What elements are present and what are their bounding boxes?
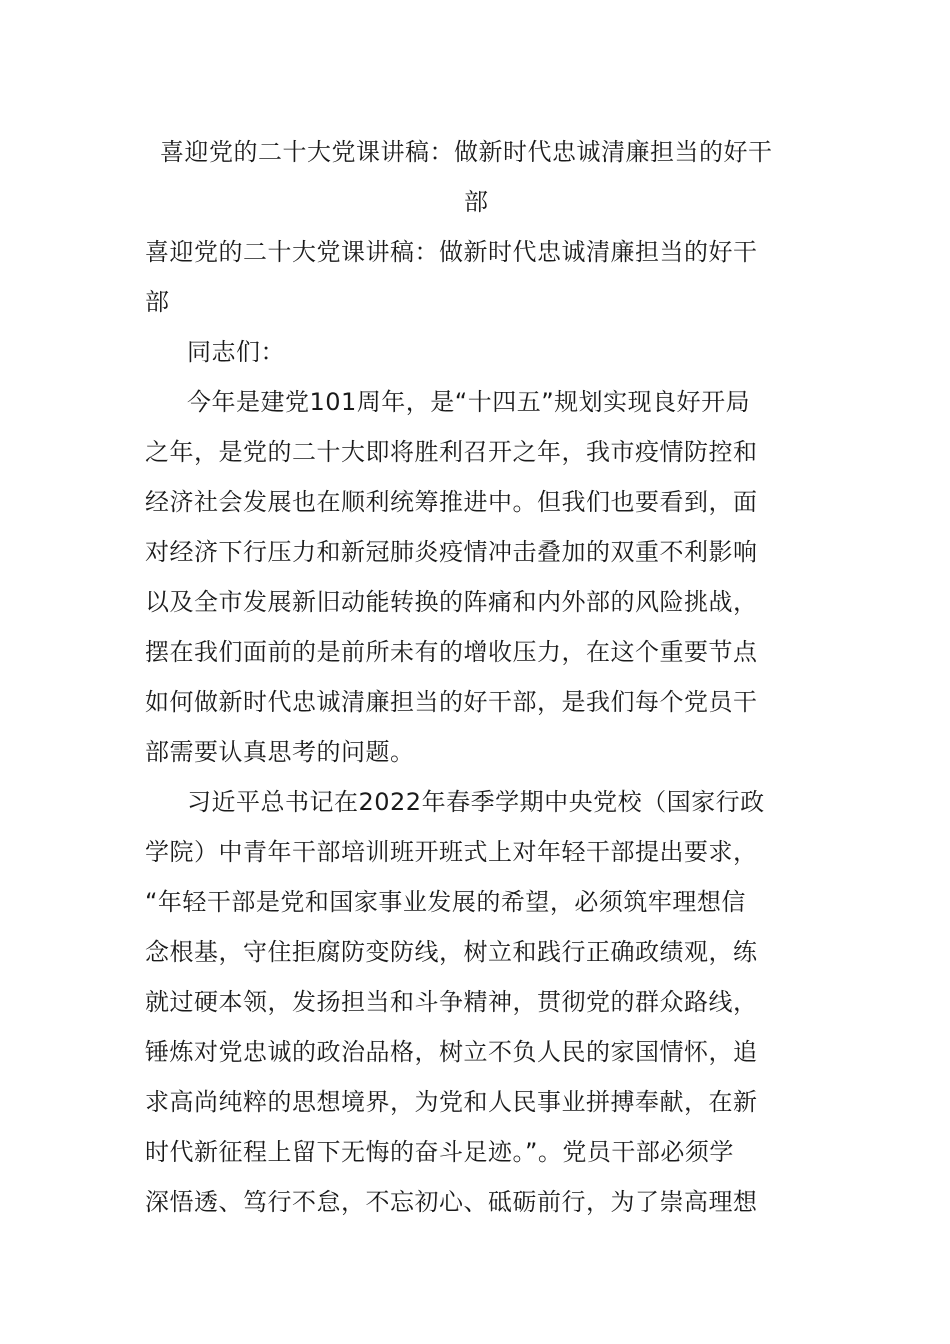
paragraph1-line-1: 今年是建党101周年，是“十四五”规划实现良好开局	[187, 388, 751, 416]
paragraph1-line-5: 以及全市发展新旧动能转换的阵痛和内外部的风险挑战，	[145, 588, 758, 616]
paragraph2-line-3: “年轻干部是党和国家事业发展的希望，必须筑牢理想信	[145, 888, 746, 916]
paragraph2-line-8: 时代新征程上留下无悔的奋斗足迹。”。党员干部必须学	[145, 1138, 734, 1166]
paragraph2-line-7: 求高尚纯粹的思想境界，为党和人民事业拼搏奉献，在新	[145, 1088, 758, 1116]
subtitle-line-1: 喜迎党的二十大党课讲稿：做新时代忠诚清廉担当的好干	[145, 238, 758, 266]
paragraph1-line-8: 部需要认真思考的问题。	[145, 738, 415, 766]
heading-line-1: 喜迎党的二十大党课讲稿：做新时代忠诚清廉担当的好干	[160, 138, 773, 166]
paragraph1-line-6: 摆在我们面前的是前所未有的增收压力，在这个重要节点	[145, 638, 758, 666]
paragraph2-line-2: 学院）中青年干部培训班开班式上对年轻干部提出要求，	[145, 838, 758, 866]
paragraph2-line-5: 就过硬本领，发扬担当和斗争精神，贯彻党的群众路线，	[145, 988, 758, 1016]
paragraph2-line-6: 锤炼对党忠诚的政治品格，树立不负人民的家国情怀，追	[145, 1038, 758, 1066]
paragraph2-line-1: 习近平总书记在2022年春季学期中央党校（国家行政	[187, 788, 765, 816]
paragraph1-line-4: 对经济下行压力和新冠肺炎疫情冲击叠加的双重不利影响	[145, 538, 758, 566]
subtitle-line-2: 部	[145, 288, 170, 316]
paragraph1-line-3: 经济社会发展也在顺利统筹推进中。但我们也要看到，面	[145, 488, 758, 516]
paragraph1-line-2: 之年，是党的二十大即将胜利召开之年，我市疫情防控和	[145, 438, 758, 466]
heading-line-2: 部	[464, 188, 489, 216]
paragraph2-line-9: 深悟透、笃行不怠，不忘初心、砥砺前行，为了崇高理想	[145, 1188, 758, 1216]
paragraph2-line-4: 念根基，守住拒腐防变防线，树立和践行正确政绩观，练	[145, 938, 758, 966]
paragraph1-line-7: 如何做新时代忠诚清廉担当的好干部，是我们每个党员干	[145, 688, 758, 716]
salutation: 同志们：	[187, 338, 285, 366]
